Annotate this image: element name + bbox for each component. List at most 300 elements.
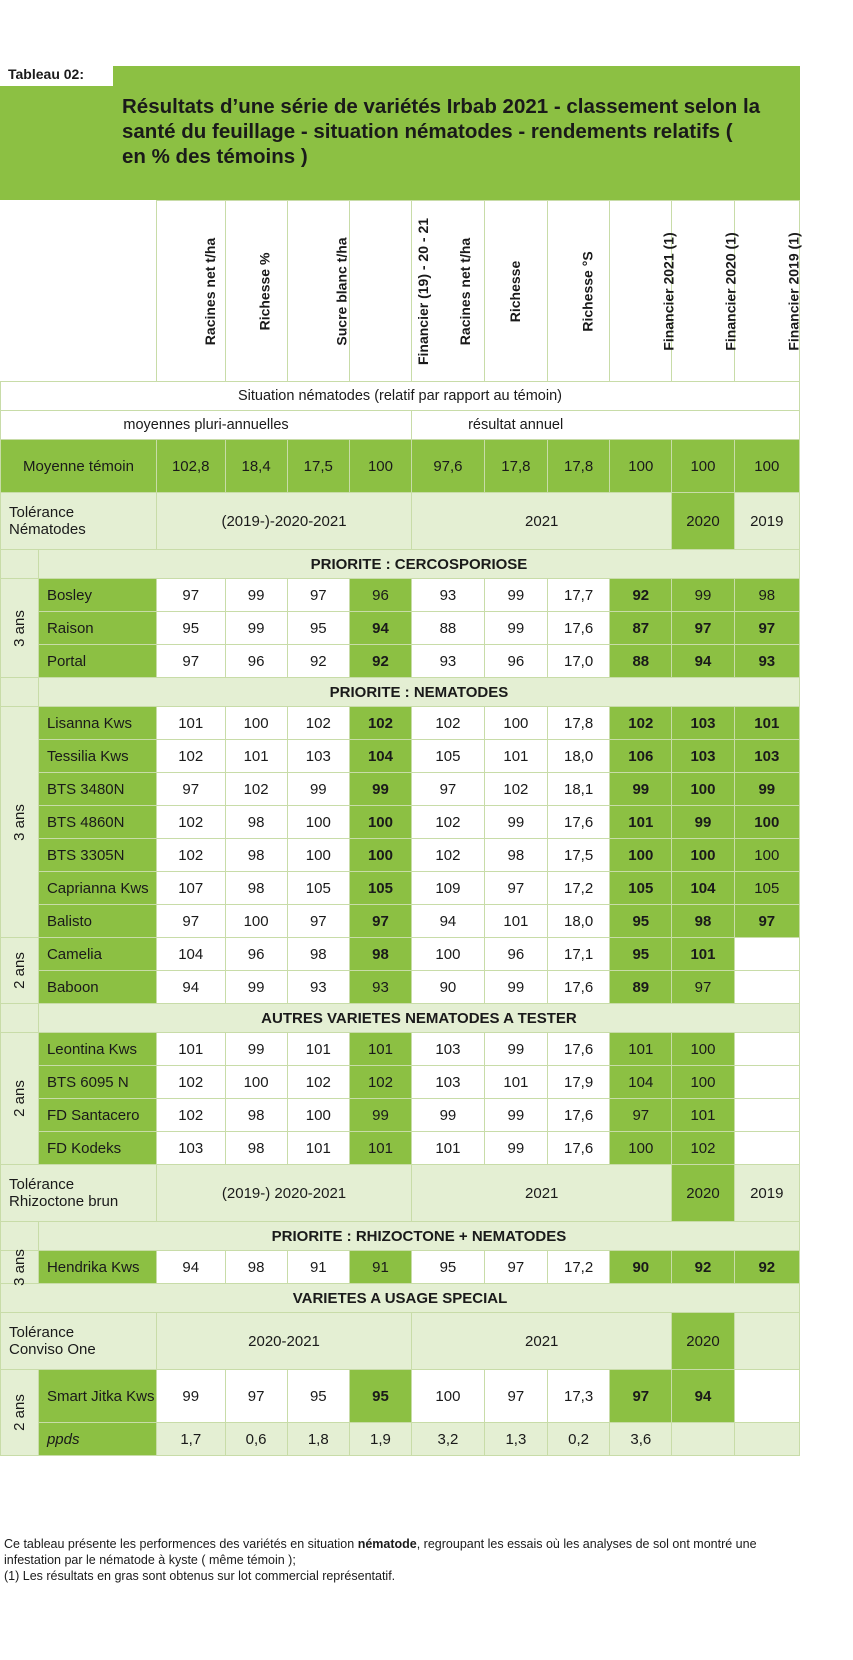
tolerance-2020: 2020 (672, 493, 734, 550)
duration-cell (1, 707, 39, 938)
value-cell (734, 1370, 799, 1423)
tolerance-2019: 2019 (734, 493, 799, 550)
value-cell: 103 (412, 1066, 485, 1099)
section-title: PRIORITE : RHIZOCTONE + NEMATODES (38, 1222, 799, 1251)
value-cell: 99 (484, 612, 547, 645)
value-cell: 98 (225, 1251, 287, 1284)
value-cell: 102 (672, 1132, 734, 1165)
value-cell: 100 (349, 839, 411, 872)
column-header (672, 201, 740, 382)
variety-name: Hendrika Kws (38, 1251, 156, 1284)
value-cell: 93 (287, 971, 349, 1004)
value-cell: 97 (156, 579, 225, 612)
value-cell: 100 (287, 1099, 349, 1132)
value-cell: 92 (672, 1251, 734, 1284)
variety-row (1, 707, 800, 740)
duration-label: 3 ans (10, 609, 28, 647)
value-cell: 103 (672, 707, 734, 740)
value-cell: 92 (287, 645, 349, 678)
duration-cell (1, 1033, 39, 1165)
value-cell: 97 (484, 872, 547, 905)
value-cell: 101 (610, 1033, 672, 1066)
value-cell: 98 (349, 938, 411, 971)
column-header-label: Financier 2021 (1) (660, 232, 677, 351)
value-cell: 18,4 (225, 440, 287, 493)
value-cell: 87 (610, 612, 672, 645)
variety-row (1, 971, 800, 1004)
value-cell: 100 (287, 839, 349, 872)
value-cell: 102 (349, 1066, 411, 1099)
value-cell: 101 (156, 1033, 225, 1066)
value-cell: 99 (484, 971, 547, 1004)
value-cell: 97 (287, 905, 349, 938)
value-cell: 17,3 (548, 1370, 610, 1423)
value-cell: 103 (734, 740, 799, 773)
value-cell: 1,9 (349, 1423, 411, 1456)
value-cell: 89 (610, 971, 672, 1004)
moyenne-row (1, 440, 800, 493)
value-cell: 96 (225, 938, 287, 971)
value-cell: 95 (610, 938, 672, 971)
variety-row (1, 1370, 800, 1423)
column-header-row (1, 201, 800, 382)
column-header-label: Richesse °S (579, 251, 596, 332)
value-cell: 100 (412, 938, 485, 971)
tolerance-span-multi: (2019-)-2020-2021 (156, 493, 411, 550)
column-header (287, 201, 349, 382)
value-cell: 17,5 (287, 440, 349, 493)
duration-cell (1, 938, 39, 1004)
value-cell: 3,6 (610, 1423, 672, 1456)
variety-row (1, 1099, 800, 1132)
value-cell: 97 (349, 905, 411, 938)
tolerance-2020: 2020 (672, 1313, 734, 1370)
tolerance-label (1, 1313, 157, 1370)
tolerance-span-annual: 2021 (412, 1313, 672, 1370)
section-title: AUTRES VARIETES NEMATODES A TESTER (38, 1004, 799, 1033)
value-cell: 101 (672, 1099, 734, 1132)
value-cell: 1,8 (287, 1423, 349, 1456)
variety-name: Smart Jitka Kws (38, 1370, 156, 1423)
variety-name: Balisto (38, 905, 156, 938)
value-cell: 102 (412, 839, 485, 872)
value-cell (672, 1423, 734, 1456)
value-cell: 90 (610, 1251, 672, 1284)
duration-spacer (1, 1222, 39, 1251)
value-cell: 95 (156, 612, 225, 645)
value-cell: 93 (412, 579, 485, 612)
value-cell: 97 (734, 612, 799, 645)
value-cell: 100 (734, 806, 799, 839)
variety-name: Tessilia Kws (38, 740, 156, 773)
tolerance-label-1: Tolérance (9, 1324, 75, 1341)
value-cell: 17,8 (484, 440, 547, 493)
value-cell: 104 (672, 872, 734, 905)
value-cell: 17,0 (548, 645, 610, 678)
duration-cell (1, 1248, 39, 1286)
value-cell: 99 (484, 806, 547, 839)
footnote-bold: nématode (357, 1537, 417, 1551)
value-cell: 101 (412, 1132, 485, 1165)
value-cell: 101 (610, 806, 672, 839)
duration-spacer (1, 550, 39, 579)
ppds-label: ppds (38, 1423, 156, 1456)
value-cell: 105 (412, 740, 485, 773)
value-cell: 97 (672, 971, 734, 1004)
value-cell: 101 (484, 1066, 547, 1099)
value-cell: 94 (672, 1370, 734, 1423)
footnote-pre: Ce tableau présente les performences des variétés en situation (4, 1537, 358, 1551)
value-cell: 101 (287, 1132, 349, 1165)
footnote-2: (1) Les résultats en gras sont obtenus sur lot commercial représentatif. (4, 1569, 396, 1583)
value-cell: 97 (225, 1370, 287, 1423)
column-header-label: Richesse % (255, 252, 272, 331)
value-cell: 99 (484, 1132, 547, 1165)
value-cell: 97,6 (412, 440, 485, 493)
value-cell: 101 (734, 707, 799, 740)
value-cell: 102 (484, 773, 547, 806)
column-header-label: Racines net t/ha (202, 237, 219, 346)
variety-name: BTS 4860N (38, 806, 156, 839)
value-cell: 103 (287, 740, 349, 773)
duration-label: 3 ans (10, 803, 28, 841)
tolerance-label (1, 1165, 157, 1222)
value-cell (734, 1423, 799, 1456)
value-cell: 17,2 (548, 872, 610, 905)
group-row (1, 411, 800, 440)
tolerance-row (1, 1313, 800, 1370)
value-cell: 102 (610, 707, 672, 740)
value-cell: 103 (412, 1033, 485, 1066)
section-title: VARIETES A USAGE SPECIAL (1, 1284, 800, 1313)
value-cell: 93 (412, 645, 485, 678)
results-table (0, 200, 800, 1456)
value-cell: 100 (225, 1066, 287, 1099)
value-cell: 100 (484, 707, 547, 740)
value-cell: 99 (610, 773, 672, 806)
value-cell: 101 (156, 707, 225, 740)
tolerance-label-2: Conviso One (9, 1341, 96, 1358)
variety-row (1, 1033, 800, 1066)
section-row (1, 678, 800, 707)
value-cell: 98 (484, 839, 547, 872)
value-cell: 99 (672, 579, 734, 612)
column-header (610, 201, 677, 382)
value-cell (734, 1132, 799, 1165)
moyenne-label: Moyenne témoin (1, 440, 157, 493)
value-cell: 1,3 (484, 1423, 547, 1456)
value-cell: 102 (287, 1066, 349, 1099)
header-blank (1, 201, 157, 382)
value-cell: 92 (349, 645, 411, 678)
value-cell: 100 (672, 773, 734, 806)
value-cell: 105 (349, 872, 411, 905)
duration-label: 2 ans (10, 1080, 28, 1117)
column-header (349, 201, 431, 382)
value-cell: 105 (734, 872, 799, 905)
value-cell: 94 (156, 971, 225, 1004)
value-cell: 0,6 (225, 1423, 287, 1456)
value-cell: 17,8 (548, 707, 610, 740)
value-cell: 94 (412, 905, 485, 938)
value-cell: 101 (484, 740, 547, 773)
value-cell: 102,8 (156, 440, 225, 493)
tolerance-span-multi: (2019-) 2020-2021 (156, 1165, 411, 1222)
value-cell: 102 (287, 707, 349, 740)
value-cell: 96 (349, 579, 411, 612)
tolerance-2020: 2020 (672, 1165, 734, 1222)
value-cell: 17,7 (548, 579, 610, 612)
value-cell: 94 (672, 645, 734, 678)
tolerance-label-2: Nématodes (9, 521, 86, 538)
value-cell: 102 (156, 740, 225, 773)
value-cell: 100 (734, 440, 799, 493)
tolerance-label-1: Tolérance (9, 504, 75, 521)
value-cell: 105 (610, 872, 672, 905)
value-cell: 102 (412, 806, 485, 839)
duration-label: 2 ans (10, 1394, 28, 1431)
column-header-label: Sucre blanc t/ha (333, 237, 350, 346)
value-cell: 98 (225, 1132, 287, 1165)
value-cell: 92 (734, 1251, 799, 1284)
value-cell: 100 (349, 440, 411, 493)
value-cell: 100 (672, 1033, 734, 1066)
value-cell: 94 (156, 1251, 225, 1284)
value-cell: 102 (156, 1066, 225, 1099)
value-cell: 102 (225, 773, 287, 806)
variety-row (1, 1251, 800, 1284)
value-cell: 18,0 (548, 740, 610, 773)
value-cell: 92 (610, 579, 672, 612)
value-cell (734, 971, 799, 1004)
value-cell: 88 (412, 612, 485, 645)
value-cell: 99 (412, 1099, 485, 1132)
duration-label: 2 ans (10, 952, 28, 989)
value-cell: 1,7 (156, 1423, 225, 1456)
tolerance-span-multi: 2020-2021 (156, 1313, 411, 1370)
value-cell: 103 (156, 1132, 225, 1165)
variety-row (1, 839, 800, 872)
variety-row (1, 612, 800, 645)
value-cell: 95 (610, 905, 672, 938)
variety-row (1, 740, 800, 773)
value-cell: 100 (734, 839, 799, 872)
value-cell: 100 (349, 806, 411, 839)
duration-label: 3 ans (10, 1248, 28, 1286)
value-cell: 91 (349, 1251, 411, 1284)
value-cell: 100 (672, 440, 734, 493)
value-cell: 97 (156, 905, 225, 938)
value-cell: 104 (349, 740, 411, 773)
value-cell: 95 (349, 1370, 411, 1423)
variety-row (1, 1132, 800, 1165)
variety-name: Portal (38, 645, 156, 678)
column-header-label: Financier 2020 (1) (723, 232, 740, 351)
value-cell: 90 (412, 971, 485, 1004)
value-cell: 88 (610, 645, 672, 678)
value-cell: 99 (225, 579, 287, 612)
variety-row (1, 938, 800, 971)
value-cell: 102 (156, 1099, 225, 1132)
variety-name: BTS 3305N (38, 839, 156, 872)
tolerance-span-annual: 2021 (412, 493, 672, 550)
value-cell: 102 (349, 707, 411, 740)
value-cell: 109 (412, 872, 485, 905)
value-cell: 98 (225, 839, 287, 872)
value-cell: 100 (610, 839, 672, 872)
section-row (1, 1004, 800, 1033)
variety-row (1, 645, 800, 678)
value-cell: 98 (225, 872, 287, 905)
variety-row (1, 806, 800, 839)
value-cell: 100 (225, 905, 287, 938)
variety-row (1, 773, 800, 806)
value-cell: 96 (225, 645, 287, 678)
value-cell: 99 (734, 773, 799, 806)
value-cell: 102 (156, 806, 225, 839)
tolerance-row (1, 1165, 800, 1222)
value-cell: 101 (349, 1033, 411, 1066)
value-cell: 17,8 (548, 440, 610, 493)
variety-name: Caprianna Kws (38, 872, 156, 905)
value-cell: 98 (672, 905, 734, 938)
situation-row (1, 382, 800, 411)
value-cell: 18,1 (548, 773, 610, 806)
value-cell: 100 (672, 839, 734, 872)
value-cell: 97 (412, 773, 485, 806)
value-cell: 99 (287, 773, 349, 806)
ppds-row (1, 1423, 800, 1456)
value-cell (734, 1033, 799, 1066)
value-cell: 97 (734, 905, 799, 938)
value-cell: 99 (349, 773, 411, 806)
value-cell: 97 (610, 1370, 672, 1423)
tolerance-2019: 2019 (734, 1165, 799, 1222)
column-header-label: Financier 2019 (1) (785, 232, 802, 351)
value-cell: 98 (734, 579, 799, 612)
value-cell: 99 (156, 1370, 225, 1423)
variety-name: Leontina Kws (38, 1033, 156, 1066)
tolerance-label-1: Tolérance (9, 1176, 75, 1193)
value-cell (734, 938, 799, 971)
group-right: résultat annuel (412, 411, 800, 440)
value-cell: 93 (734, 645, 799, 678)
section-title: PRIORITE : NEMATODES (38, 678, 799, 707)
value-cell: 17,6 (548, 806, 610, 839)
value-cell: 97 (156, 645, 225, 678)
value-cell: 100 (610, 1132, 672, 1165)
value-cell: 102 (156, 839, 225, 872)
footnote-post: , regroupant les essais où les analyses de sol ont montré une infestation par le nématode à kyste ( même témoin ); (4, 1537, 757, 1567)
value-cell: 17,9 (548, 1066, 610, 1099)
tolerance-label-2: Rhizoctone brun (9, 1193, 119, 1210)
variety-row (1, 872, 800, 905)
value-cell: 95 (287, 1370, 349, 1423)
value-cell: 100 (672, 1066, 734, 1099)
tolerance-span-annual: 2021 (412, 1165, 672, 1222)
value-cell: 99 (225, 971, 287, 1004)
column-header (484, 201, 547, 382)
value-cell: 104 (156, 938, 225, 971)
value-cell: 99 (349, 1099, 411, 1132)
variety-name: BTS 3480N (38, 773, 156, 806)
value-cell: 93 (349, 971, 411, 1004)
value-cell: 99 (225, 612, 287, 645)
value-cell: 98 (287, 938, 349, 971)
value-cell: 100 (225, 707, 287, 740)
value-cell: 101 (672, 938, 734, 971)
value-cell: 107 (156, 872, 225, 905)
value-cell: 100 (412, 1370, 485, 1423)
value-cell (734, 1066, 799, 1099)
column-header (156, 201, 225, 382)
value-cell: 101 (287, 1033, 349, 1066)
value-cell: 97 (484, 1251, 547, 1284)
value-cell: 102 (412, 707, 485, 740)
column-header (225, 201, 287, 382)
value-cell: 98 (225, 806, 287, 839)
value-cell: 97 (287, 579, 349, 612)
variety-row (1, 1066, 800, 1099)
value-cell: 17,6 (548, 1099, 610, 1132)
variety-name: BTS 6095 N (38, 1066, 156, 1099)
footnote (4, 1536, 796, 1584)
column-header-label: Racines net t/ha (457, 237, 474, 346)
value-cell: 100 (610, 440, 672, 493)
value-cell: 0,2 (548, 1423, 610, 1456)
duration-spacer (1, 1004, 39, 1033)
variety-name: Baboon (38, 971, 156, 1004)
value-cell: 99 (225, 1033, 287, 1066)
value-cell: 17,2 (548, 1251, 610, 1284)
situation-label: Situation nématodes (relatif par rapport au témoin) (1, 382, 800, 411)
value-cell: 99 (672, 806, 734, 839)
column-header-label: Richesse (507, 260, 524, 323)
column-header-label: Financier (19) - 20 - 21 (414, 217, 431, 366)
value-cell: 100 (287, 806, 349, 839)
value-cell: 104 (610, 1066, 672, 1099)
value-cell: 97 (484, 1370, 547, 1423)
section-row (1, 1222, 800, 1251)
value-cell: 3,2 (412, 1423, 485, 1456)
value-cell: 97 (156, 773, 225, 806)
duration-cell (1, 579, 39, 678)
variety-name: Raison (38, 612, 156, 645)
value-cell: 17,6 (548, 612, 610, 645)
variety-name: FD Kodeks (38, 1132, 156, 1165)
value-cell: 98 (225, 1099, 287, 1132)
value-cell: 96 (484, 645, 547, 678)
value-cell (734, 1099, 799, 1132)
value-cell: 105 (287, 872, 349, 905)
duration-cell (1, 1370, 39, 1456)
tableau-label: Tableau 02: (0, 62, 113, 86)
value-cell: 18,0 (548, 905, 610, 938)
section-title: PRIORITE : CERCOSPORIOSE (38, 550, 799, 579)
section-row (1, 1284, 800, 1313)
column-header (734, 201, 802, 382)
value-cell: 103 (672, 740, 734, 773)
value-cell: 95 (412, 1251, 485, 1284)
value-cell: 96 (484, 938, 547, 971)
variety-name: Camelia (38, 938, 156, 971)
column-header (548, 201, 610, 382)
value-cell: 99 (484, 1033, 547, 1066)
value-cell: 91 (287, 1251, 349, 1284)
value-cell: 101 (484, 905, 547, 938)
variety-name: FD Santacero (38, 1099, 156, 1132)
tolerance-2019-empty (734, 1313, 799, 1370)
